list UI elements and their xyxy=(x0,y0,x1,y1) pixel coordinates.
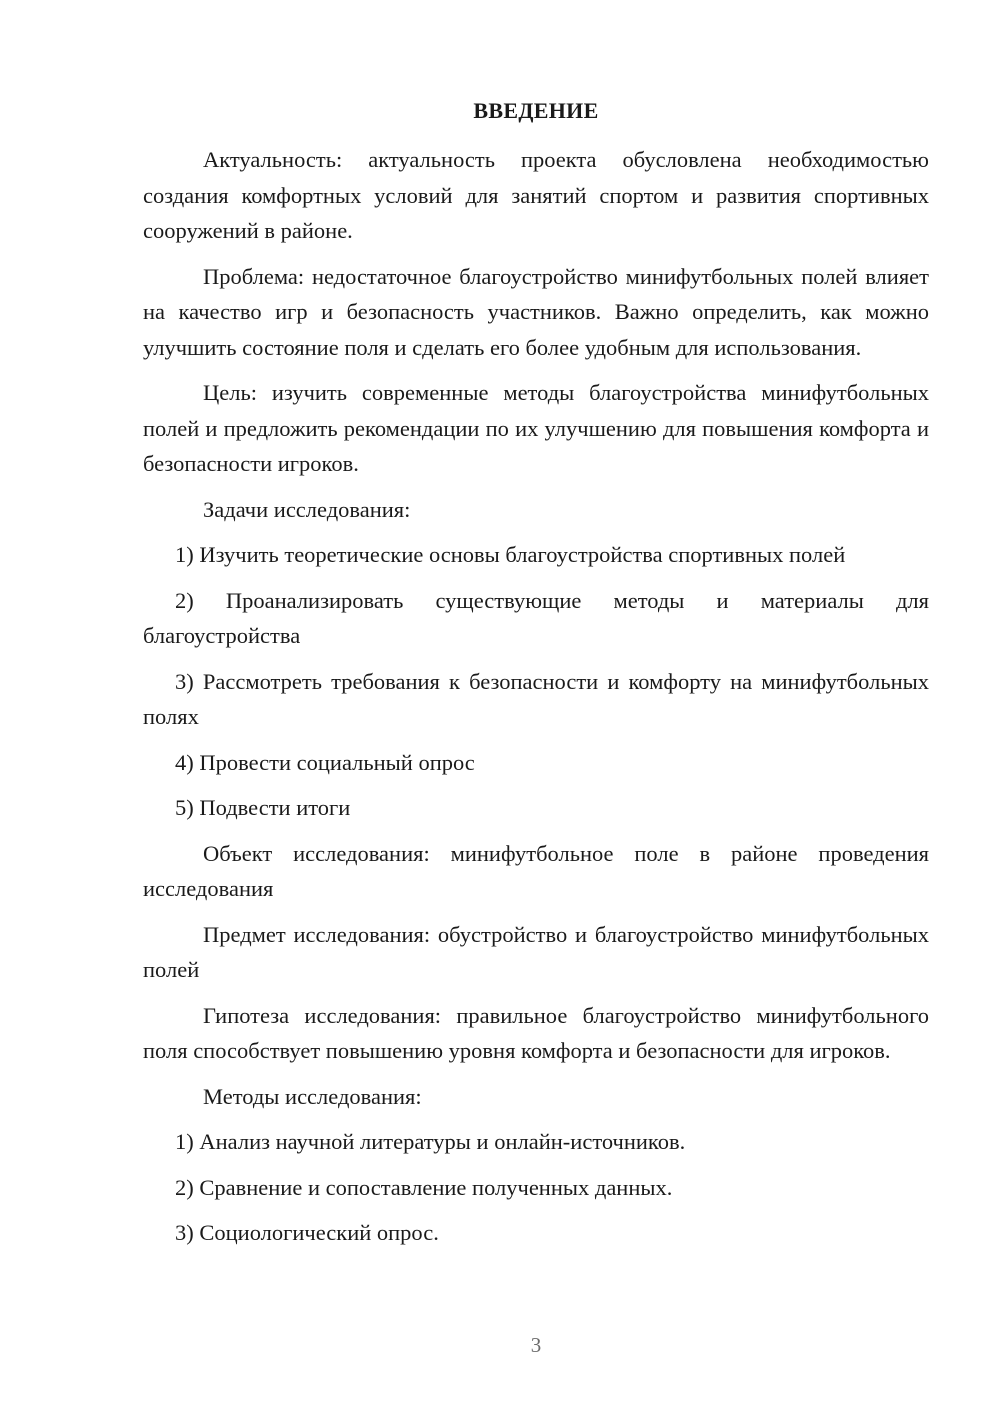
task-item: 2) Проанализировать существующие методы и материалы для благоустройства xyxy=(143,587,929,648)
document-body xyxy=(143,142,929,1251)
task-item: 5) Подвести итоги xyxy=(175,795,351,820)
paragraph-object: Объект исследования: минифутбольное поле в районе проведения исследования xyxy=(143,840,929,901)
task-item: 4) Провести социальный опрос xyxy=(175,749,475,775)
methods-heading: Методы исследования: xyxy=(203,1083,422,1109)
method-item: 1) Анализ научной литературы и онлайн-источников. xyxy=(175,1129,686,1154)
method-item: 3) Социологический опрос. xyxy=(175,1220,439,1245)
task-item: 1) Изучить теоретические основы благоустройства спортивных полей xyxy=(175,542,846,567)
paragraph-subject: Предмет исследования: обустройство и благоустройство минифутбольных полей xyxy=(143,921,929,982)
tasks-heading: Задачи исследования: xyxy=(203,496,411,522)
method-item: 2) Сравнение и сопоставление полученных данных. xyxy=(175,1174,673,1200)
task-item: 3) Рассмотреть требования к безопасности и комфорту на минифутбольных полях xyxy=(143,668,929,729)
paragraph-hypothesis: Гипотеза исследования: правильное благоустройство минифутбольного поля способствует повышению уровня комфорта и безопасности для игроков. xyxy=(143,1002,929,1063)
paragraph-relevance: Актуальность: актуальность проекта обусловлена необходимостью создания комфортных условий для занятий спортом и развития спортивных сооружений в районе. xyxy=(143,147,929,243)
paragraph-problem: Проблема: недостаточное благоустройство минифутбольных полей влияет на качество игр и безопасность участников. Важно определить, как можно улучшить состояние поля и сделать его более удобным для использования. xyxy=(143,263,929,360)
page-number: 3 xyxy=(530,1333,542,1357)
paragraph-goal: Цель: изучить современные методы благоустройства минифутбольных полей и предложить рекомендации по их улучшению для повышения комфорта и безопасности игроков. xyxy=(143,380,929,476)
section-title: ВВЕДЕНИЕ xyxy=(473,98,599,123)
